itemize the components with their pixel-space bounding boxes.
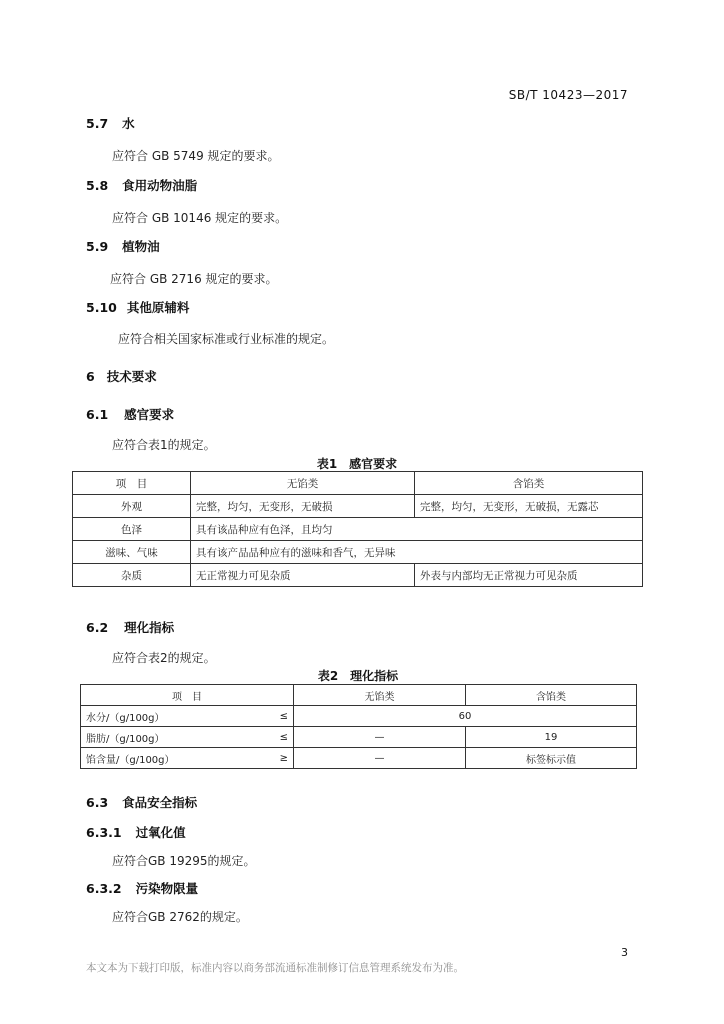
plain-cell: — [294, 727, 466, 748]
filled-cell: 完整，均匀，无变形，无破损，无露芯 [415, 495, 643, 518]
section-6-1-heading [86, 405, 174, 423]
section-5-10-body: 应符合相关国家标准或行业标准的规定。 [118, 332, 335, 346]
section-title: 技术要求 [106, 369, 157, 384]
section-5-9-heading [86, 237, 160, 255]
plain-cell: — [294, 748, 466, 769]
section-title: 植物油 [122, 239, 160, 254]
section-title: 理化指标 [124, 620, 175, 635]
merged-cell: 具有该品种应有色泽，且均匀 [191, 518, 643, 541]
table1-sensory-requirements [72, 471, 643, 587]
table1-caption: 表1 感官要求 [316, 457, 398, 471]
section-number: 6.1 [86, 407, 109, 422]
item-cell: 滋味、气味 [73, 541, 191, 564]
section-6-3-2-body: 应符合GB 2762的规定。 [112, 910, 248, 924]
section-6-1-body: 应符合表1的规定。 [112, 438, 216, 452]
filled-cell: 标签标示值 [466, 748, 637, 769]
comparison-symbol: ≤ [258, 706, 294, 727]
section-5-8-body: 应符合 GB 10146 规定的要求。 [112, 211, 288, 225]
section-5-10-heading [86, 298, 189, 316]
section-title: 食品安全指标 [122, 795, 198, 810]
item-cell: 杂质 [73, 564, 191, 587]
section-title: 其他原辅料 [126, 300, 190, 315]
section-title: 水 [122, 116, 135, 131]
filled-cell: 外表与内部均无正常视力可见杂质 [415, 564, 643, 587]
section-6-2-body: 应符合表2的规定。 [112, 651, 216, 665]
section-6-heading [86, 367, 157, 385]
item-cell: 外观 [73, 495, 191, 518]
table2-caption: 表2 理化指标 [317, 669, 399, 683]
section-5-8-heading [86, 176, 197, 194]
section-number: 6.3.1 [86, 825, 122, 840]
section-number: 6.3.2 [86, 881, 122, 896]
section-number: 5.10 [86, 300, 117, 315]
item-cell: 水分/（g/100g） [81, 706, 258, 727]
table2-physicochemical-indicators [80, 684, 637, 769]
footer-disclaimer: 本文本为下载打印版，标准内容以商务部流通标准制修订信息管理系统发布为准。 [86, 962, 464, 974]
item-cell: 馅含量/（g/100g） [81, 748, 258, 769]
section-5-7-body: 应符合 GB 5749 规定的要求。 [112, 149, 280, 163]
table-header-row [81, 685, 637, 706]
section-number: 6.2 [86, 620, 109, 635]
merged-cell: 60 [294, 706, 637, 727]
plain-cell: 完整，均匀，无变形，无破损 [191, 495, 415, 518]
comparison-symbol: ≤ [258, 727, 294, 748]
section-title: 过氧化值 [135, 825, 186, 840]
section-number: 5.8 [86, 178, 109, 193]
section-6-3-heading [86, 793, 197, 811]
section-5-9-body: 应符合 GB 2716 规定的要求。 [110, 272, 278, 286]
section-number: 6.3 [86, 795, 109, 810]
item-cell: 脂肪/（g/100g） [81, 727, 258, 748]
header-item: 项 目 [81, 685, 294, 706]
section-number: 5.9 [86, 239, 109, 254]
plain-cell: 无正常视力可见杂质 [191, 564, 415, 587]
table-header-row [73, 472, 643, 495]
comparison-symbol: ≥ [258, 748, 294, 769]
item-cell: 色泽 [73, 518, 191, 541]
table-row [81, 748, 637, 769]
table-row [73, 541, 643, 564]
page-number: 3 [621, 946, 628, 959]
table-row [73, 564, 643, 587]
section-number: 5.7 [86, 116, 109, 131]
filled-cell: 19 [466, 727, 637, 748]
header-plain: 无馅类 [294, 685, 466, 706]
header-filled: 含馅类 [415, 472, 643, 495]
header-item: 项 目 [73, 472, 191, 495]
section-5-7-heading [86, 114, 135, 132]
standard-number: SB/T 10423—2017 [508, 88, 628, 102]
table-row [73, 495, 643, 518]
section-6-3-2-heading [86, 879, 198, 897]
table-row [73, 518, 643, 541]
header-filled: 含馅类 [466, 685, 637, 706]
section-6-2-heading [86, 618, 174, 636]
section-title: 食用动物油脂 [122, 178, 198, 193]
table-row [81, 706, 637, 727]
section-title: 污染物限量 [135, 881, 199, 896]
section-6-3-1-body: 应符合GB 19295的规定。 [112, 854, 256, 868]
section-title: 感官要求 [124, 407, 175, 422]
merged-cell: 具有该产品品种应有的滋味和香气，无异味 [191, 541, 643, 564]
header-plain: 无馅类 [191, 472, 415, 495]
section-number: 6 [86, 369, 95, 384]
table-row [81, 727, 637, 748]
section-6-3-1-heading [86, 823, 186, 841]
